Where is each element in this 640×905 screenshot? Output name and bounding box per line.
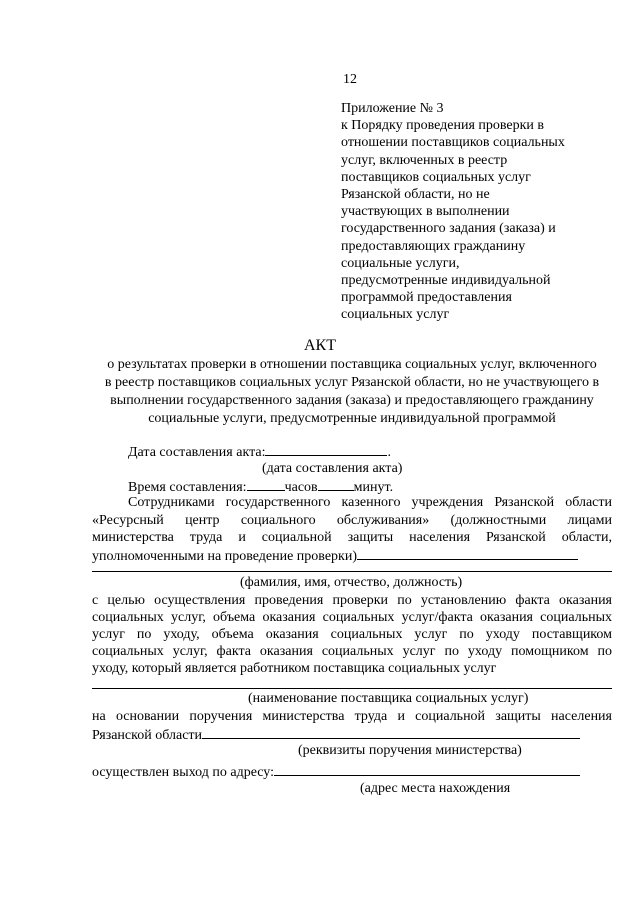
purpose-line-3: услуг по уходу, объема оказания социальных услуг по уходу поставщиком [92,627,612,642]
appendix-line: услуг, включенных в реестр [341,152,508,168]
appendix-line: отношении поставщиков социальных [341,135,565,151]
appendix-line: предоставляющих гражданину [341,238,526,254]
order-caption: (реквизиты поручения министерства) [298,743,522,758]
appendix-line: участвующих в выполнении [341,204,510,220]
purpose-line-2: социальных услуг, объема оказания социальных услуг/факта оказания социальных [92,610,612,625]
hours-blank[interactable] [247,477,285,491]
provider-caption: (наименование поставщика социальных услуг) [248,691,529,706]
act-title: АКТ [304,337,336,354]
fio-line[interactable] [92,571,612,572]
provider-line[interactable] [92,688,612,689]
appendix-line: социальных услуг [341,307,450,323]
minutes-blank[interactable] [318,477,354,491]
hours-label: часов [284,480,318,495]
act-subtitle-line: социальные услуги, предусмотренные индивидуальной программой [148,411,556,426]
address-row [92,762,580,782]
appendix-line: к Порядку проведения проверки в [341,118,545,134]
appendix-line: поставщиков социальных услуг [341,169,531,185]
act-subtitle-line: выполнении государственного задания (заказа) и предоставляющего гражданину [110,393,594,408]
time-label: Время составления: [128,480,247,495]
act-subtitle [92,356,612,428]
appendix-line: программой предоставления [341,290,512,306]
fio-caption: (фамилия, имя, отчество, должность) [240,575,463,590]
appendix-line: социальные услуги, [341,255,460,271]
staff-line-3: министерства труда и социальной защиты населения Рязанской области, [92,530,612,545]
inspectors-blank[interactable] [357,546,578,560]
appendix-line: государственного задания (заказа) и [341,221,556,237]
address-blank[interactable] [274,762,580,776]
appendix-line: предусмотренные индивидуальной [341,273,551,289]
order-blank[interactable] [202,725,580,739]
date-blank[interactable] [265,442,387,456]
address-label: осуществлен выход по адресу: [92,765,274,780]
date-row: Дата составления акта: . [128,442,391,462]
act-subtitle-line: в реестр поставщиков социальных услуг Рязанской области, но не участвующего в [104,375,600,390]
appendix-line: Рязанской области, но не [341,187,490,203]
act-subtitle-line: о результатах проверки в отношении поставщика социальных услуг, включенного [107,357,597,372]
page-number: 12 [343,72,357,87]
staff-line-1: Сотрудниками государственного казенного учреждения Рязанской области [128,495,612,510]
staff-line-2: «Ресурсный центр социального обслуживания» (должностными лицами [92,513,612,528]
staff-line-4-text: уполномоченными на проведение проверки) [92,549,357,564]
address-caption: (адрес места нахождения [360,781,511,796]
appendix-line: Приложение № 3 [341,101,444,116]
minutes-label: минут. [353,480,394,495]
basis-line-1: на основании поручения министерства труда и социальной защиты населения [92,709,612,724]
basis-line-2-text: Рязанской области [92,728,203,743]
purpose-line-5: уходу, который является работником поставщика социальных услуг [92,661,497,676]
appendix-block [341,100,586,324]
date-label: Дата составления акта: [128,445,266,460]
purpose-line-4: социальных услуг, факта оказания социальных услуг по уходу помощником по [92,644,612,659]
purpose-line-1: с целью осуществления проведения проверки по установлению факта оказания [92,593,612,608]
date-caption: (дата составления акта) [262,461,403,476]
staff-line-4 [92,546,578,566]
